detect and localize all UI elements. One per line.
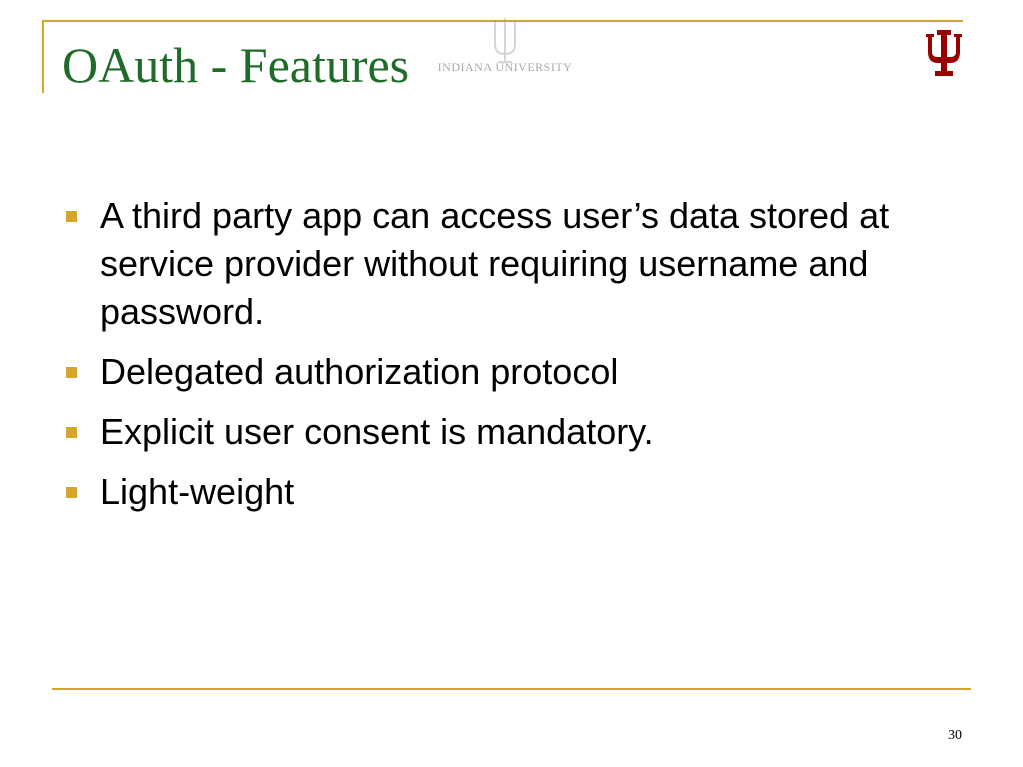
bullet-list	[62, 192, 912, 528]
bullet-text: Light-weight	[100, 471, 295, 512]
footer-divider	[52, 688, 971, 690]
indiana-university-trident-icon	[924, 30, 964, 76]
bullet-text: A third party app can access user’s data stored at service provider without requiring username and password.	[100, 195, 890, 332]
square-bullet-icon	[66, 427, 77, 438]
bullet-item	[62, 348, 912, 396]
bullet-item	[62, 408, 912, 456]
square-bullet-icon	[66, 487, 77, 498]
square-bullet-icon	[66, 211, 77, 222]
watermark-text: INDIANA UNIVERSITY	[437, 60, 573, 74]
bullet-item	[62, 192, 912, 336]
page-number: 30	[948, 728, 962, 743]
bullet-text: Delegated authorization protocol	[100, 351, 619, 392]
bullet-text: Explicit user consent is mandatory.	[100, 411, 654, 452]
square-bullet-icon	[66, 367, 77, 378]
bullet-item	[62, 468, 912, 516]
slide-title: OAuth - Features	[62, 37, 410, 93]
slide-frame-left-line	[42, 20, 44, 93]
